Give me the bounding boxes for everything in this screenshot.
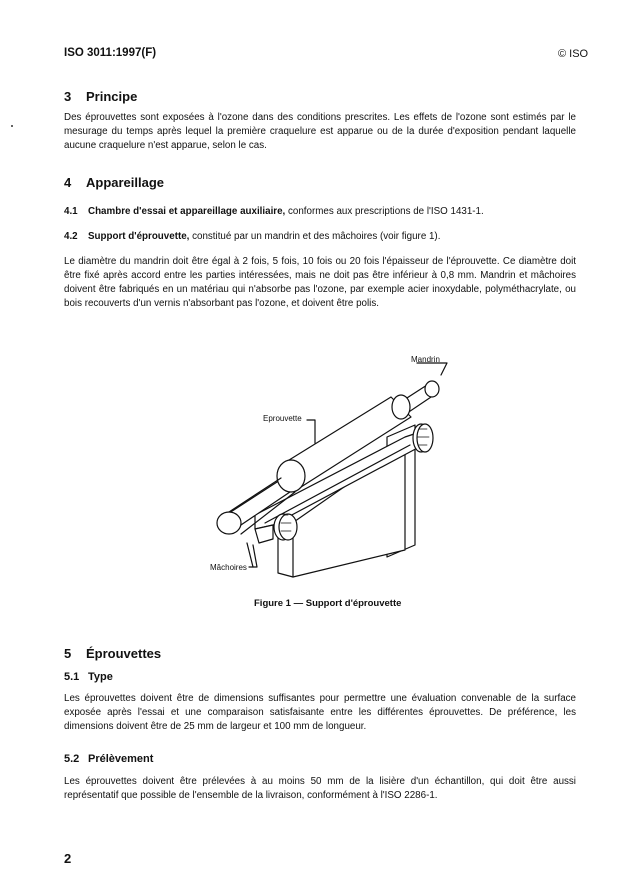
figure-caption: Figure 1 — Support d'éprouvette [254, 598, 402, 609]
section-number: 3 [64, 89, 72, 104]
margin-mark [11, 125, 13, 127]
subsection-rest: conformes aux prescriptions de l'ISO 1431-1. [285, 206, 484, 217]
subsection-title: Prélèvement [88, 753, 154, 765]
section-5-2-text: Les éprouvettes doivent être prélevées à au moins 50 mm de la lisière d'un échantillon, qui doit être aussi représentatif que possible de l'ensemble de la livraison, conformément à l'ISO 2286-1. [64, 776, 576, 801]
mandrel-end-right [425, 381, 439, 397]
leader-eprouvette [307, 420, 315, 443]
subsection-number: 5.1 [64, 671, 80, 683]
section-4-text: Le diamètre du mandrin doit être égal à 2 fois, 5 fois, 10 fois ou 20 fois l'épaisseur de l'éprouvette. Ce diamètre doit être fixé après accord entre les parties intéressées, mais ne doit pas être inférieur à 0,8 mm. Mandrin et mâchoires doivent être fabriqués en un matériau qui n'absorbe pas l'ozone, par exemple acier inoxydable, polyméthacrylate, ou bois recouverts d'un vernis n'absorbant pas l'ozone, et doivent être polis. [64, 256, 576, 309]
label-eprouvette: Eprouvette [263, 414, 302, 423]
section-title: Principe [86, 89, 138, 104]
specimen-holder-figure [195, 345, 475, 590]
section-4-heading [64, 175, 164, 190]
label-mandrin: Mandrin [411, 355, 440, 364]
leader-mandrin [417, 363, 447, 375]
page-number: 2 [64, 851, 72, 866]
subsection-5-2-heading [64, 753, 153, 765]
subsection-4-2 [64, 230, 576, 244]
subsection-bold-term: Support d'éprouvette, [88, 231, 190, 242]
label-machoires: Mâchoires [210, 563, 247, 572]
section-5-heading [64, 646, 161, 661]
document-id: ISO 3011:1997(F) [64, 47, 157, 59]
section-title: Éprouvettes [86, 646, 162, 661]
subsection-number: 4.1 [64, 206, 78, 217]
subsection-number: 4.2 [64, 231, 78, 242]
subsection-bold-term: Chambre d'essai et appareillage auxiliaire, [88, 206, 286, 217]
subsection-4-1 [64, 205, 576, 219]
subsection-5-1-heading [64, 671, 113, 683]
mandrel-end-left [217, 512, 241, 534]
subsection-rest: constitué par un mandrin et des mâchoires (voir figure 1). [189, 231, 441, 242]
specimen-end-right [392, 395, 410, 419]
subsection-number: 5.2 [64, 753, 80, 765]
section-3-heading [64, 89, 137, 104]
section-title: Appareillage [86, 175, 165, 190]
section-number: 4 [64, 175, 72, 190]
specimen-end-left [277, 460, 305, 492]
section-5-1-text: Les éprouvettes doivent être de dimensions suffisantes pour permettre une évaluation convenable de la surface exposée après l'essai et une comparaison satisfaisante entre les différentes éprouvettes. De préférence, les dimensions doivent être de 25 mm de largeur et 100 mm de longueur. [64, 693, 576, 732]
subsection-title: Type [88, 671, 113, 683]
copyright-notice: © ISO [558, 48, 589, 60]
section-3-text: Des éprouvettes sont exposées à l'ozone dans des conditions prescrites. Les effets de l'ozone sont estimés par le mesurage du temps après lequel la première craquelure est apparue ou de la durée d'exposition pendant laquelle aucune craquelure n'est apparue, selon le cas. [64, 112, 576, 151]
section-number: 5 [64, 646, 72, 661]
